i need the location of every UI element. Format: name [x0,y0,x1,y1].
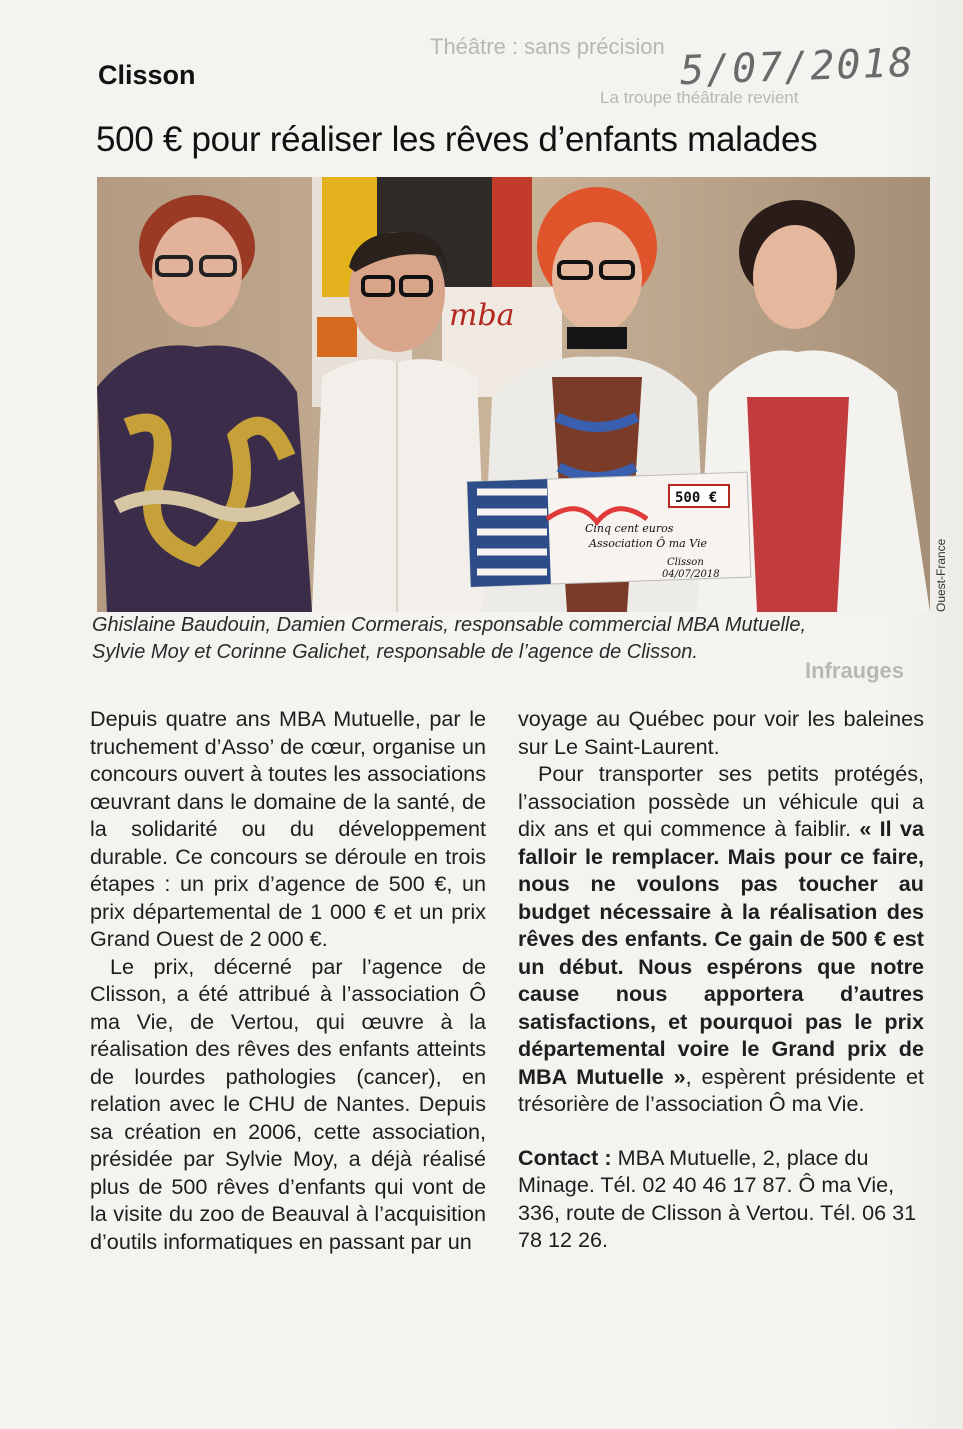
photo-credit: Ouest-France [934,538,948,612]
bleed-through-subhead: Infrauges [805,658,905,683]
cheque-amount: 500 € [675,490,718,506]
article-paragraph-2-continued: voyage au Québec pour voir les baleines sur Le Saint-Laurent. [518,706,924,759]
cheque [467,472,750,587]
cheque-payee: Association Ô ma Vie [589,537,708,550]
cheque-date: 04/07/2018 [662,569,720,580]
caption-line-2: Sylvie Moy et Corinne Galichet, responsable de l’agence de Clisson. [92,641,698,663]
paragraph-3-tail: , espèrent présidente et trésorière de l’association Ô ma Vie. [518,1063,924,1116]
mba-logo-text: mba [449,298,515,333]
contact-text: MBA Mutuelle, 2, place du Minage. Tél. 02 40 46 17 87. Ô ma Vie, 336, route de Clisson à Vertou. Tél. 06 31 78 12 26. [518,1144,917,1252]
article-headline: 500 € pour réaliser les rêves d’enfants malades [96,120,818,159]
bleed-through-text: La troupe théâtrale revient [600,88,799,107]
article-paragraph-2: Le prix, décerné par l’agence de Clisson, a été attribué à l’association Ô ma Vie, de Vertou, qui œuvre à la réalisation des rêves des enfants atteints de lourdes pathologies (cancer), en relation avec le CHU de Nantes. Depuis sa création en 2006, cette association, présidée par Sylvie Moy, a déjà réalisé plus de 500 rêves d’enfants qui vont de la visite du zoo de Beauval à l’acquisition d’outils informatiques en passant par un [90,953,486,1254]
article-paragraph-3 [518,760,924,1118]
caption-line-1: Ghislaine Baudouin, Damien Cormerais, responsable commercial MBA Mutuelle, [92,614,807,636]
photo-illustration [97,177,930,612]
article-photo [97,177,930,612]
cheque-place: Clisson [667,557,704,568]
article-column-right [518,705,924,1254]
article-paragraph-1: Depuis quatre ans MBA Mutuelle, par le truchement d’Asso’ de cœur, organise un concours ouvert à toutes les associations œuvrant dans le domaine de la santé, de la solidarité ou du développement durable. Ce concours se déroule en trois étapes : un prix d’agence de 500 €, un prix départemental de 1 000 € et un prix Grand Ouest de 2 000 €. [90,706,486,951]
article-column-left [90,705,486,1255]
photo-caption [92,612,932,666]
contact-block [518,1144,924,1254]
handwritten-date: 5/07/2018 [679,39,916,95]
paragraph-3-lead: Pour transporter ses petits protégés, l’association possède un véhicule qui a dix ans et qui commence à faiblir. [518,761,924,841]
cheque-words: Cinq cent euros [585,522,674,535]
paragraph-3-quote: « Il va falloir le remplacer. Mais pour ce faire, nous ne voulons pas toucher au budget nécessaire à la réalisation des rêves des enfants. Ce gain de 500 € est un début. Nous espérons que notre cause nous apportera d’autres satisfactions, et pourquoi pas le prix départemental voire le Grand prix de MBA Mutuelle » [518,816,924,1089]
bleed-through-heading: Théâtre : sans précision [430,34,665,59]
contact-label: Contact : [518,1144,612,1170]
section-kicker: Clisson [98,60,196,90]
